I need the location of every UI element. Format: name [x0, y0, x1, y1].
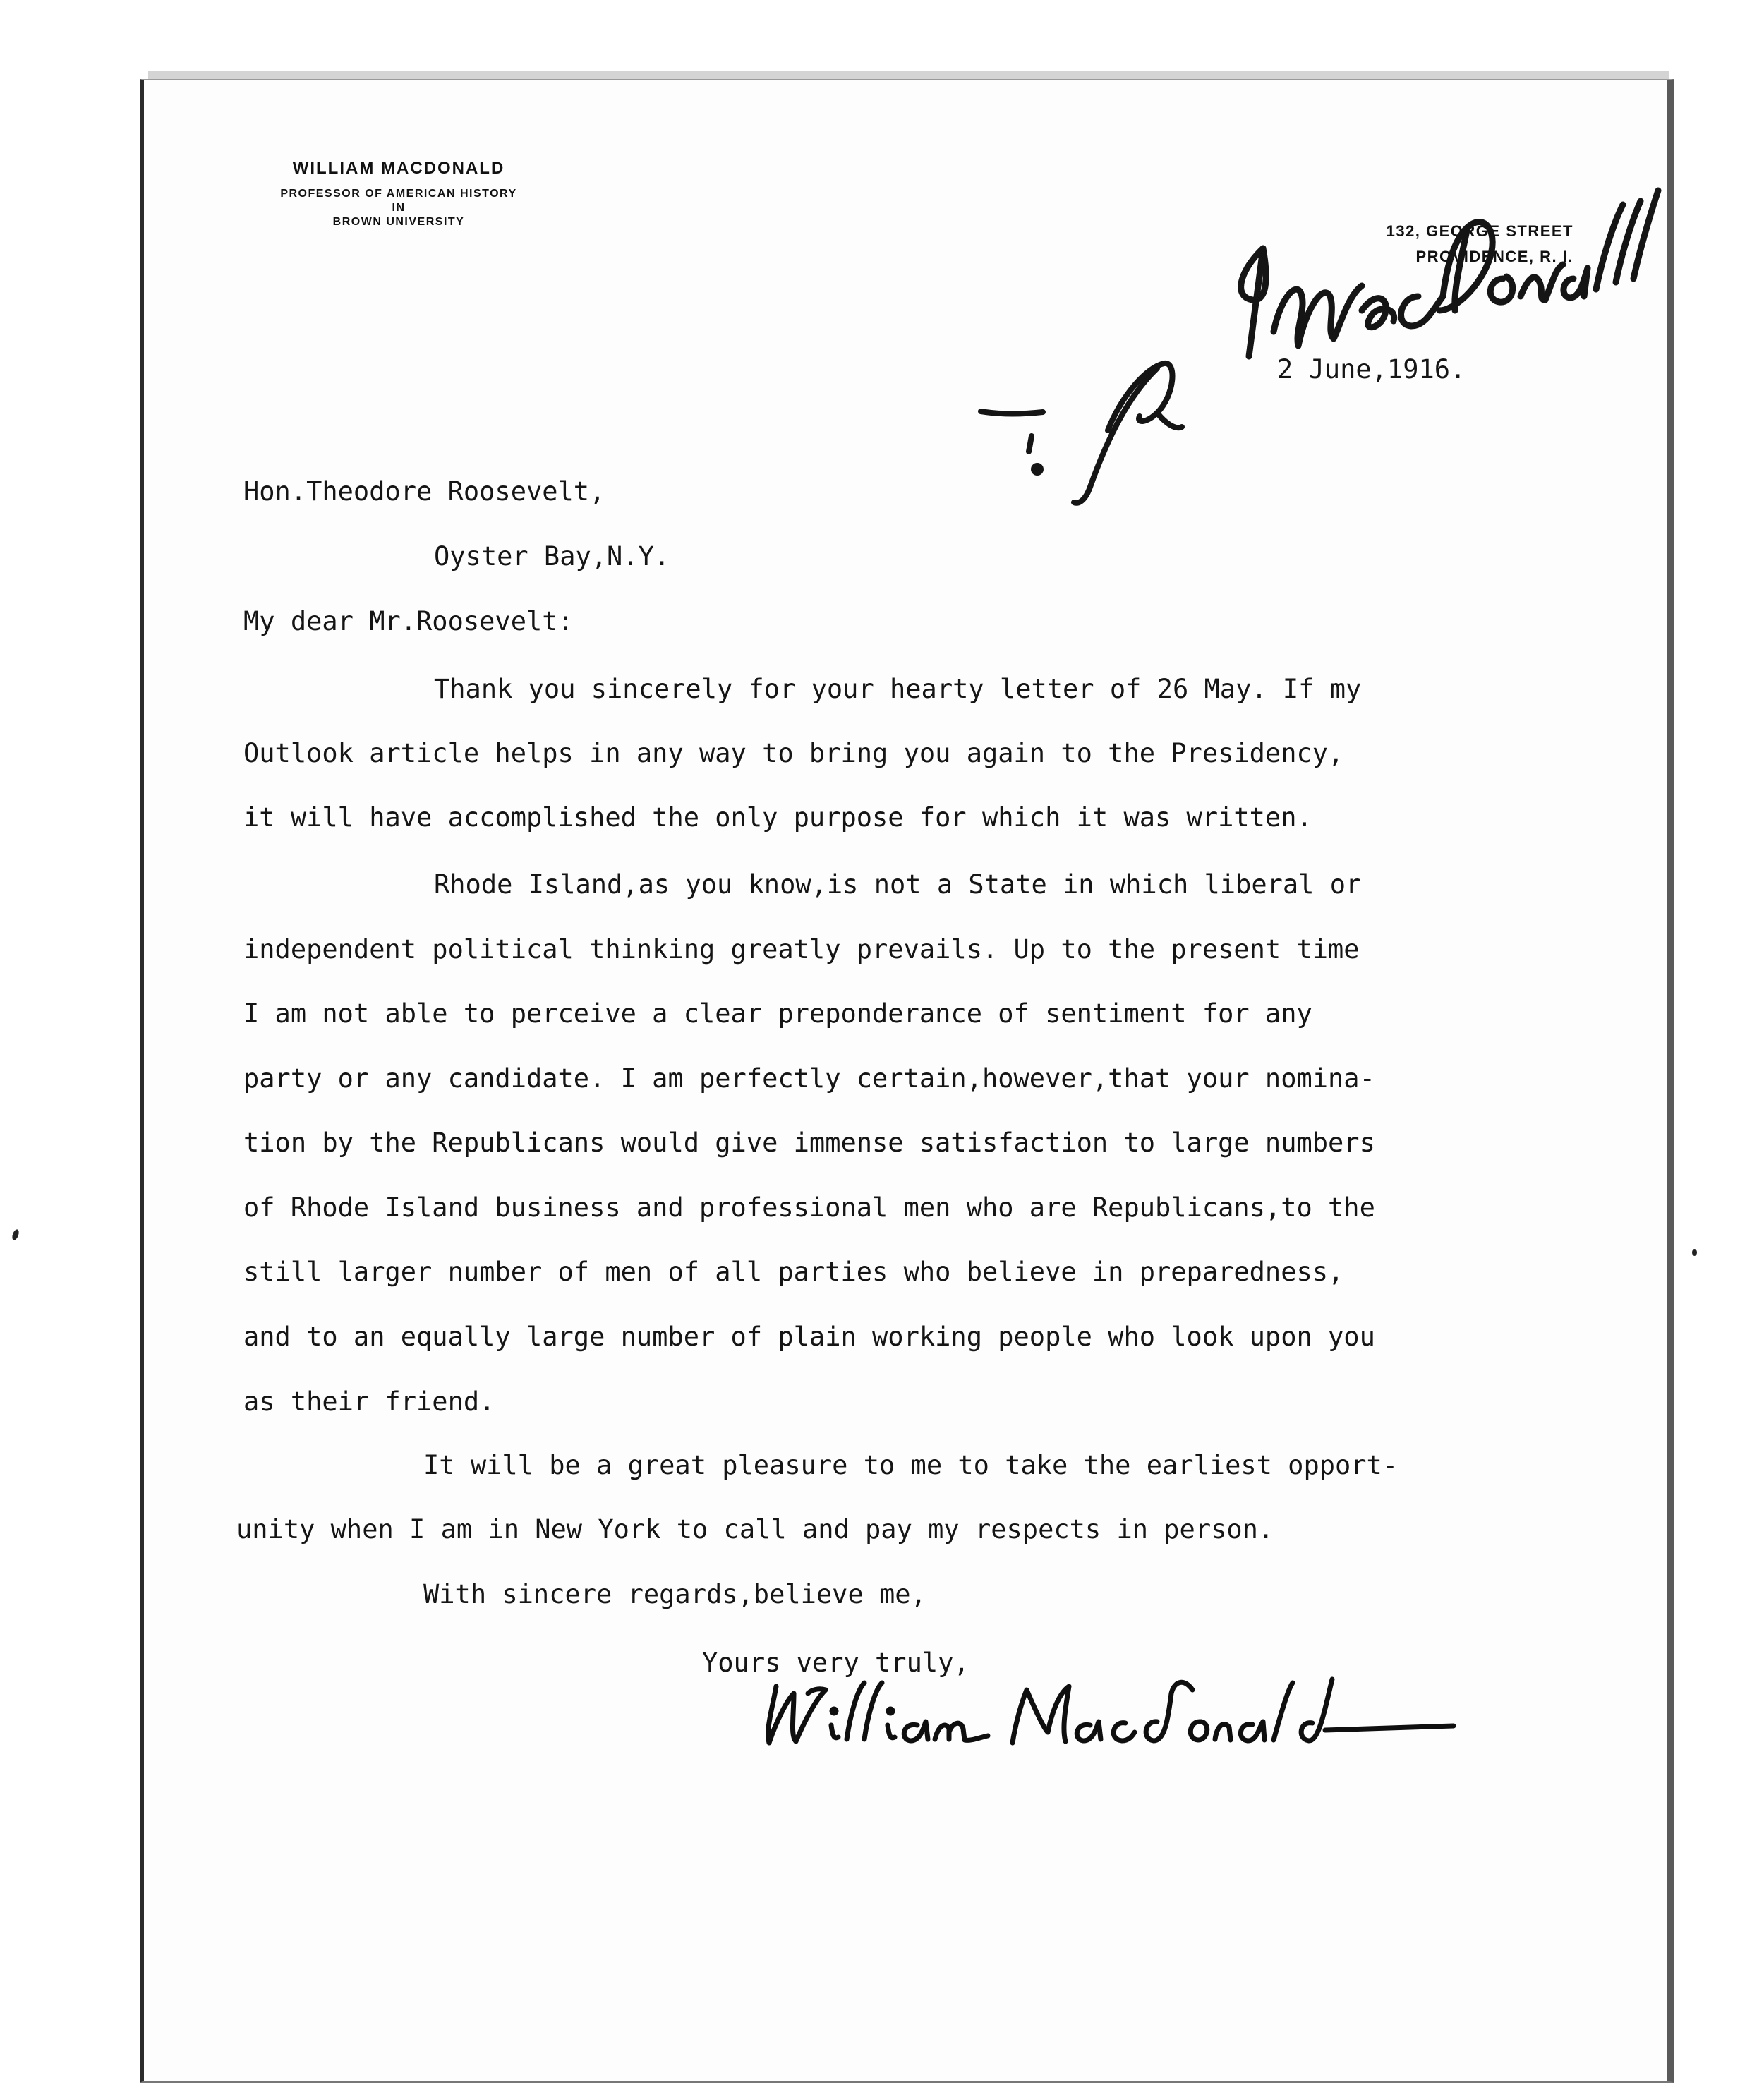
letterhead-sender [233, 159, 564, 229]
body-line: It will be a great pleasure to me to take the earliest opport- [423, 1450, 1398, 1480]
scan-speck [11, 1228, 20, 1241]
body-line: Rhode Island,as you know,is not a State in which liberal or [434, 869, 1362, 900]
address-city: PROVIDENCE, R. I. [1415, 248, 1573, 265]
body-line: party or any candidate. I am perfectly certain,however,that your nomina- [243, 1063, 1375, 1094]
sender-institution: BROWN UNIVERSITY [332, 216, 465, 228]
body-line: I am not able to perceive a clear preponderance of sentiment for any [243, 998, 1312, 1029]
body-line: Thank you sincerely for your hearty letter of 26 May. If my [434, 674, 1362, 704]
sender-name: WILLIAM MACDONALD [292, 159, 505, 178]
letter-date: 2 June,1916. [1277, 354, 1466, 385]
body-line: of Rhode Island business and professional men who are Republicans,to the [243, 1192, 1375, 1223]
body-line: Outlook article helps in any way to bring you again to the Presidency, [243, 738, 1344, 768]
body-line: tion by the Republicans would give immense satisfaction to large numbers [243, 1128, 1375, 1158]
sender-title-in: IN [392, 202, 406, 214]
body-line: it will have accomplished the only purpose for which it was written. [243, 802, 1312, 833]
letterhead-address [1362, 219, 1573, 270]
body-line: unity when I am in New York to call and pay my respects in person. [236, 1514, 1274, 1545]
body-line: and to an equally large number of plain working people who look upon you [243, 1322, 1375, 1352]
recipient-name: Hon.Theodore Roosevelt, [243, 476, 605, 507]
address-street: 132, GEORGE STREET [1386, 222, 1573, 240]
body-line: still larger number of men of all parties who believe in preparedness, [243, 1257, 1344, 1287]
scan-speck [1692, 1249, 1697, 1256]
body-line: as their friend. [243, 1386, 495, 1417]
sender-title: PROFESSOR OF AMERICAN HISTORY [280, 188, 517, 200]
recipient-address: Oyster Bay,N.Y. [434, 541, 670, 572]
salutation: My dear Mr.Roosevelt: [243, 606, 574, 636]
closing: Yours very truly, [702, 1648, 969, 1678]
body-line: With sincere regards,believe me, [423, 1579, 926, 1609]
body-line: independent political thinking greatly prevails. Up to the present time [243, 934, 1360, 965]
